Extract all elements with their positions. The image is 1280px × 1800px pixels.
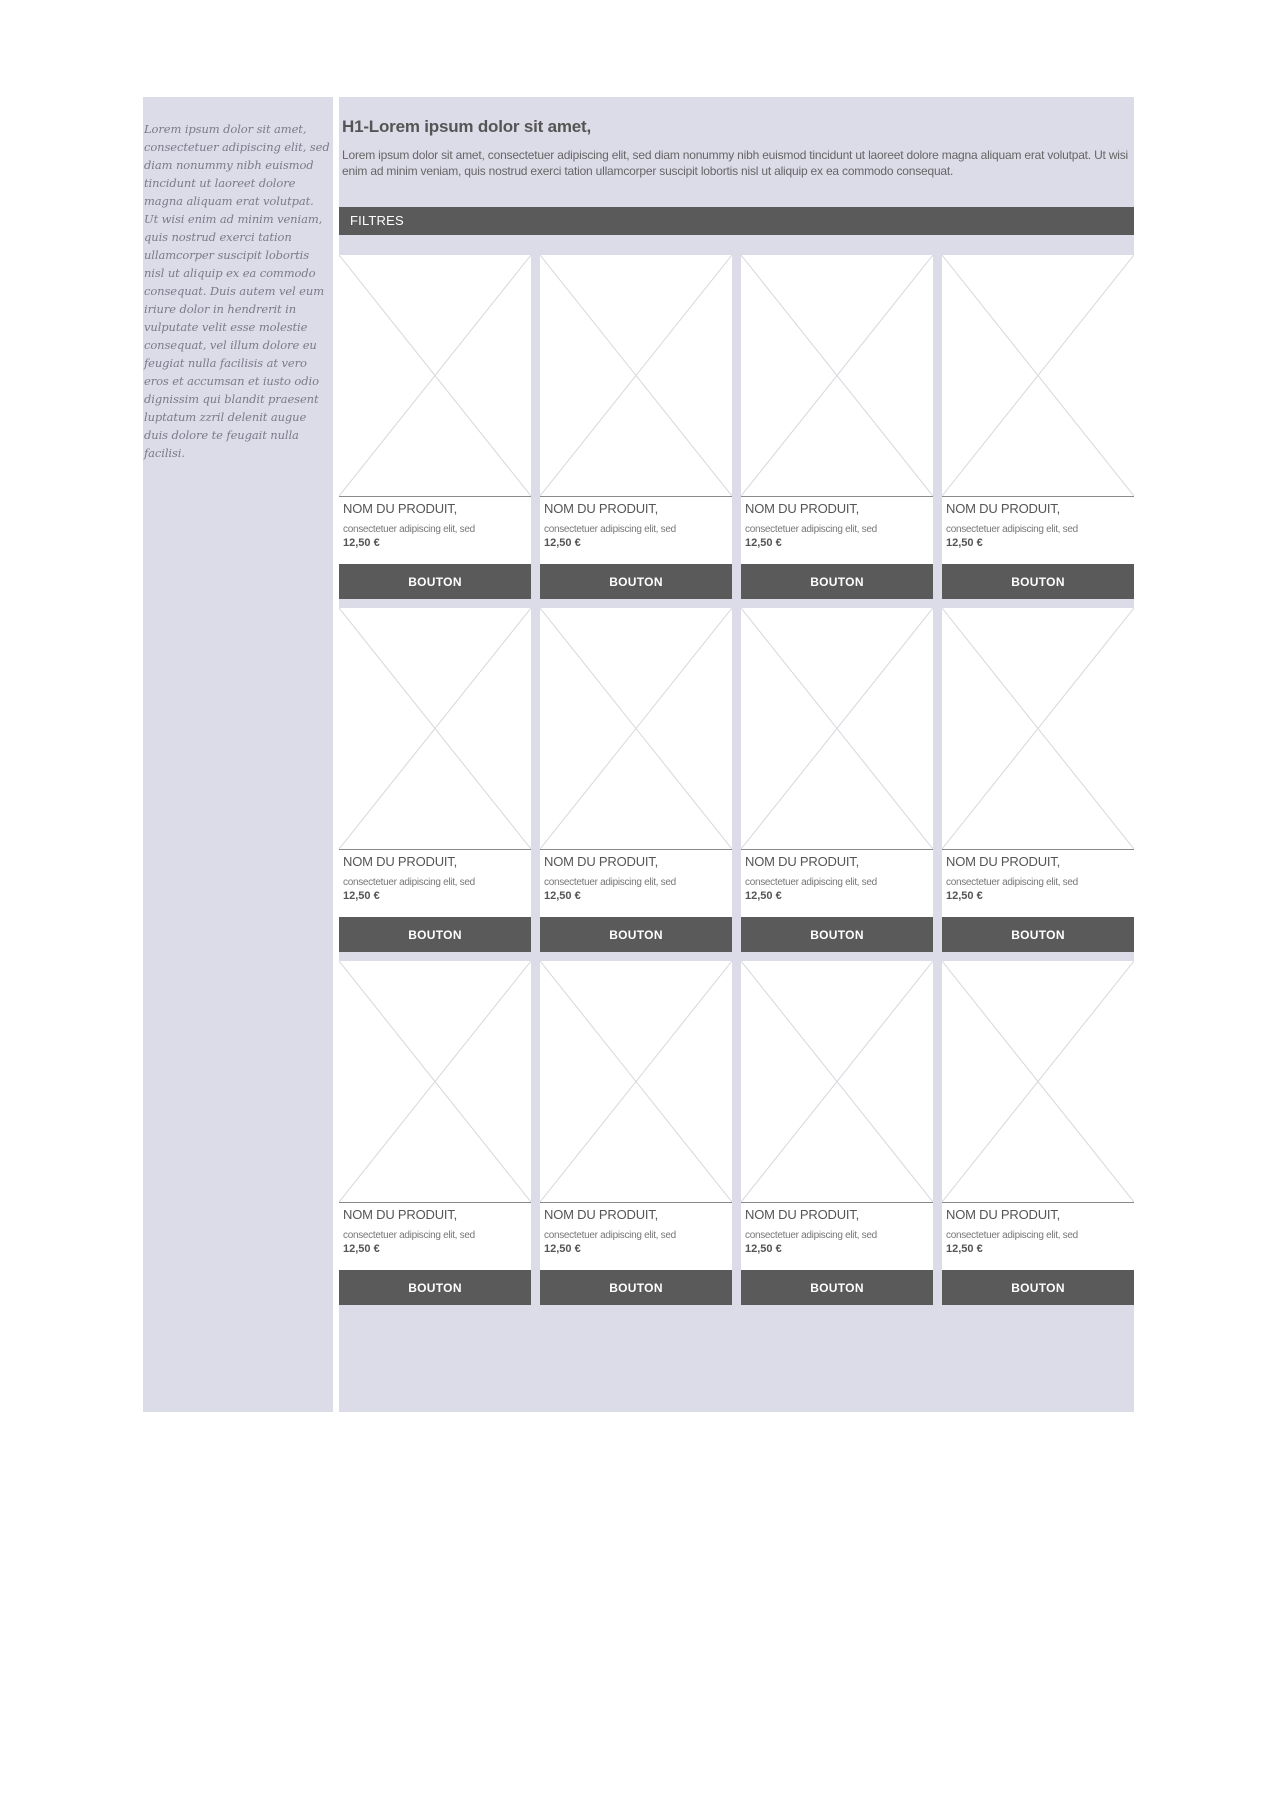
product-card[interactable] [942, 255, 1134, 599]
sidebar [143, 97, 333, 1412]
product-card[interactable] [339, 961, 531, 1305]
product-image[interactable] [741, 255, 933, 497]
product-card[interactable] [942, 961, 1134, 1305]
intro-text: Lorem ipsum dolor sit amet, consectetuer adipiscing elit, sed diam nonummy nibh euismod tincidunt ut laoreet dolore magna aliquam erat volutpat. Ut wisi enim ad minim veniam, quis nostrud exerci tation ullamcorper suscipit lobortis nisl ut aliquip ex ea commodo consequat. [342, 148, 1129, 178]
product-name[interactable]: NOM DU PRODUIT, [544, 1207, 659, 1222]
product-image[interactable] [942, 961, 1134, 1203]
product-info [540, 1203, 732, 1270]
product-button[interactable]: BOUTON [339, 564, 531, 599]
product-info [339, 1203, 531, 1270]
product-price: 12,50 € [544, 537, 581, 549]
product-description: consectetuer adipiscing elit, sed [343, 877, 475, 888]
product-price: 12,50 € [343, 890, 380, 902]
product-button[interactable]: BOUTON [741, 917, 933, 952]
product-button[interactable]: BOUTON [540, 917, 732, 952]
product-description: consectetuer adipiscing elit, sed [544, 1230, 676, 1241]
product-card[interactable] [540, 255, 732, 599]
product-button[interactable]: BOUTON [339, 1270, 531, 1305]
product-card[interactable] [741, 961, 933, 1305]
product-image[interactable] [942, 255, 1134, 497]
image-placeholder-icon [540, 961, 732, 1202]
product-name[interactable]: NOM DU PRODUIT, [946, 1207, 1061, 1222]
product-button[interactable]: BOUTON [942, 1270, 1134, 1305]
product-price: 12,50 € [544, 1243, 581, 1255]
product-image[interactable] [339, 608, 531, 850]
product-image[interactable] [942, 608, 1134, 850]
image-placeholder-icon [942, 608, 1134, 849]
product-image[interactable] [741, 608, 933, 850]
image-placeholder-icon [942, 255, 1134, 496]
product-price: 12,50 € [946, 1243, 983, 1255]
product-info [741, 850, 933, 917]
product-image[interactable] [741, 961, 933, 1203]
product-name[interactable]: NOM DU PRODUIT, [343, 854, 458, 869]
image-placeholder-icon [339, 961, 531, 1202]
image-placeholder-icon [741, 255, 933, 496]
image-placeholder-icon [741, 608, 933, 849]
product-image[interactable] [540, 961, 732, 1203]
product-price: 12,50 € [544, 890, 581, 902]
product-card[interactable] [540, 961, 732, 1305]
product-name[interactable]: NOM DU PRODUIT, [745, 501, 860, 516]
product-description: consectetuer adipiscing elit, sed [946, 1230, 1078, 1241]
product-button[interactable]: BOUTON [540, 564, 732, 599]
product-price: 12,50 € [946, 890, 983, 902]
product-name[interactable]: NOM DU PRODUIT, [544, 501, 659, 516]
product-price: 12,50 € [343, 1243, 380, 1255]
product-price: 12,50 € [343, 537, 380, 549]
product-grid [339, 255, 1134, 1305]
product-description: consectetuer adipiscing elit, sed [544, 877, 676, 888]
product-card[interactable] [942, 608, 1134, 952]
product-price: 12,50 € [745, 1243, 782, 1255]
product-price: 12,50 € [946, 537, 983, 549]
product-button[interactable]: BOUTON [942, 917, 1134, 952]
product-image[interactable] [339, 961, 531, 1203]
product-info [942, 1203, 1134, 1270]
product-info [540, 497, 732, 564]
product-info [339, 497, 531, 564]
product-info [942, 850, 1134, 917]
product-description: consectetuer adipiscing elit, sed [745, 1230, 877, 1241]
product-name[interactable]: NOM DU PRODUIT, [544, 854, 659, 869]
image-placeholder-icon [540, 255, 732, 496]
product-info [339, 850, 531, 917]
filters-label: FILTRES [350, 213, 404, 228]
product-card[interactable] [540, 608, 732, 952]
product-button[interactable]: BOUTON [942, 564, 1134, 599]
product-button[interactable]: BOUTON [741, 1270, 933, 1305]
product-info [741, 1203, 933, 1270]
image-placeholder-icon [339, 255, 531, 496]
product-image[interactable] [339, 255, 531, 497]
product-description: consectetuer adipiscing elit, sed [343, 524, 475, 535]
product-card[interactable] [339, 255, 531, 599]
image-placeholder-icon [540, 608, 732, 849]
product-info [942, 497, 1134, 564]
product-name[interactable]: NOM DU PRODUIT, [745, 1207, 860, 1222]
product-card[interactable] [339, 608, 531, 952]
product-description: consectetuer adipiscing elit, sed [946, 877, 1078, 888]
product-info [741, 497, 933, 564]
product-description: consectetuer adipiscing elit, sed [745, 877, 877, 888]
image-placeholder-icon [741, 961, 933, 1202]
product-info [540, 850, 732, 917]
product-description: consectetuer adipiscing elit, sed [343, 1230, 475, 1241]
product-button[interactable]: BOUTON [339, 917, 531, 952]
product-price: 12,50 € [745, 890, 782, 902]
image-placeholder-icon [942, 961, 1134, 1202]
filters-bar[interactable] [339, 207, 1134, 235]
product-price: 12,50 € [745, 537, 782, 549]
product-description: consectetuer adipiscing elit, sed [745, 524, 877, 535]
product-name[interactable]: NOM DU PRODUIT, [343, 1207, 458, 1222]
product-description: consectetuer adipiscing elit, sed [946, 524, 1078, 535]
sidebar-text: Lorem ipsum dolor sit amet, consectetuer adipiscing elit, sed diam nonummy nibh euismod tincidunt ut laoreet dolore magna aliquam erat volutpat. Ut wisi enim ad minim veniam, quis nostrud exerci tation ullamcorper suscipit lobortis nisl ut aliquip ex ea commodo consequat. Duis autem vel eum iriure dolor in hendrerit in vulputate velit esse molestie consequat, vel illum dolore eu feugiat nulla facilisis at vero eros et accumsan et iusto odio dignissim qui blandit praesent luptatum zzril delenit augue duis dolore te feugait nulla facilisi. [144, 122, 330, 460]
product-image[interactable] [540, 255, 732, 497]
image-placeholder-icon [339, 608, 531, 849]
product-button[interactable]: BOUTON [741, 564, 933, 599]
page-title: H1-Lorem ipsum dolor sit amet, [342, 117, 592, 136]
product-card[interactable] [741, 255, 933, 599]
product-card[interactable] [741, 608, 933, 952]
product-name[interactable]: NOM DU PRODUIT, [343, 501, 458, 516]
main-content [339, 97, 1134, 1412]
product-image[interactable] [540, 608, 732, 850]
product-name[interactable]: NOM DU PRODUIT, [946, 501, 1061, 516]
product-name[interactable]: NOM DU PRODUIT, [946, 854, 1061, 869]
product-description: consectetuer adipiscing elit, sed [544, 524, 676, 535]
product-name[interactable]: NOM DU PRODUIT, [745, 854, 860, 869]
product-button[interactable]: BOUTON [540, 1270, 732, 1305]
